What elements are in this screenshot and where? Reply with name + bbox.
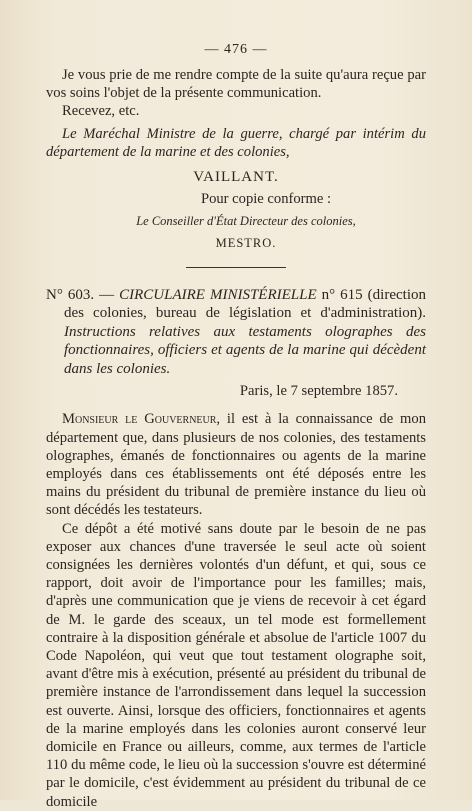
signature-vaillant: VAILLANT. — [193, 169, 279, 186]
circular-subtitle: Instructions relatives aux testaments olographes des fonctionnaires, officiers et agents de la marine qui décèdent dans les colonies. — [64, 323, 426, 377]
closing-formula: Recevez, etc. — [62, 103, 140, 120]
circular-reference: n° 615 (direction des colonies, bureau de législation et d'administration). — [64, 286, 426, 322]
body-paragraph-2: Ce dépôt a été motivé sans doute par le besoin de ne pas exposer aux chances d'une traversée le seul acte où soient consignées les dernières volontés d'un défunt, et qui, sous ce rapport, doit avoir de l'importance pour les familles; mais, d'après une communication que je viens de recevoir à cet égard de M. le garde des sceaux, un tel mode est formellement contraire à la disposition générale et absolue de l'article 1007 du Code Napoléon, qui veut que tout testament olographe soit, avant d'être mis à exécution, présenté au président du tribunal de première instance de l'arrondissement dans lequel la succession est ouverte. Ainsi, lorsque des officiers, fonctionnaires et agents de la marine employés dans les colonies auront conservé leur domicile en France ou ailleurs, comme, aux termes de l'article 110 du même code, le lieu où la succession s'ouvre est déterminé par le domicile, c'est évidemment au président du tribunal de ce domicile — [46, 520, 426, 810]
councillor-title: Le Conseiller d'État Directeur des colonies, — [136, 214, 356, 229]
page-number: — 476 — — [204, 42, 268, 57]
salutation: Monsieur le Gouverneur — [62, 411, 217, 428]
body-paragraph-1 — [46, 410, 426, 519]
circular-title: CIRCULAIRE MINISTÉRIELLE — [119, 286, 317, 303]
circular-number: N° 603. — — [46, 286, 115, 303]
closing-paragraph: Je vous prie de me rendre compte de la suite qu'aura reçue par vos soins l'objet de la présente communication. — [46, 67, 426, 102]
circular-heading — [46, 286, 426, 379]
section-divider — [186, 267, 286, 268]
minister-title: Le Maréchal Ministre de la guerre, chargé par intérim du département de la marine et des colonies, — [46, 125, 426, 160]
page-content — [46, 66, 426, 811]
copy-conforme-label: Pour copie conforme : — [200, 191, 332, 208]
letter-date: Paris, le 7 septembre 1857. — [239, 383, 398, 400]
signature-mestro: MESTRO. — [215, 236, 277, 251]
body-paragraph-1-text: , il est à la connaissance de mon département que, dans plusieurs de nos colonies, des testaments olographes, émanés de fonctionnaires ou agents de la marine employés dans ces établissements ont été déposés entre les mains du président du tribunal de première instance du lieu où sont décédés les testateurs. — [46, 411, 426, 519]
